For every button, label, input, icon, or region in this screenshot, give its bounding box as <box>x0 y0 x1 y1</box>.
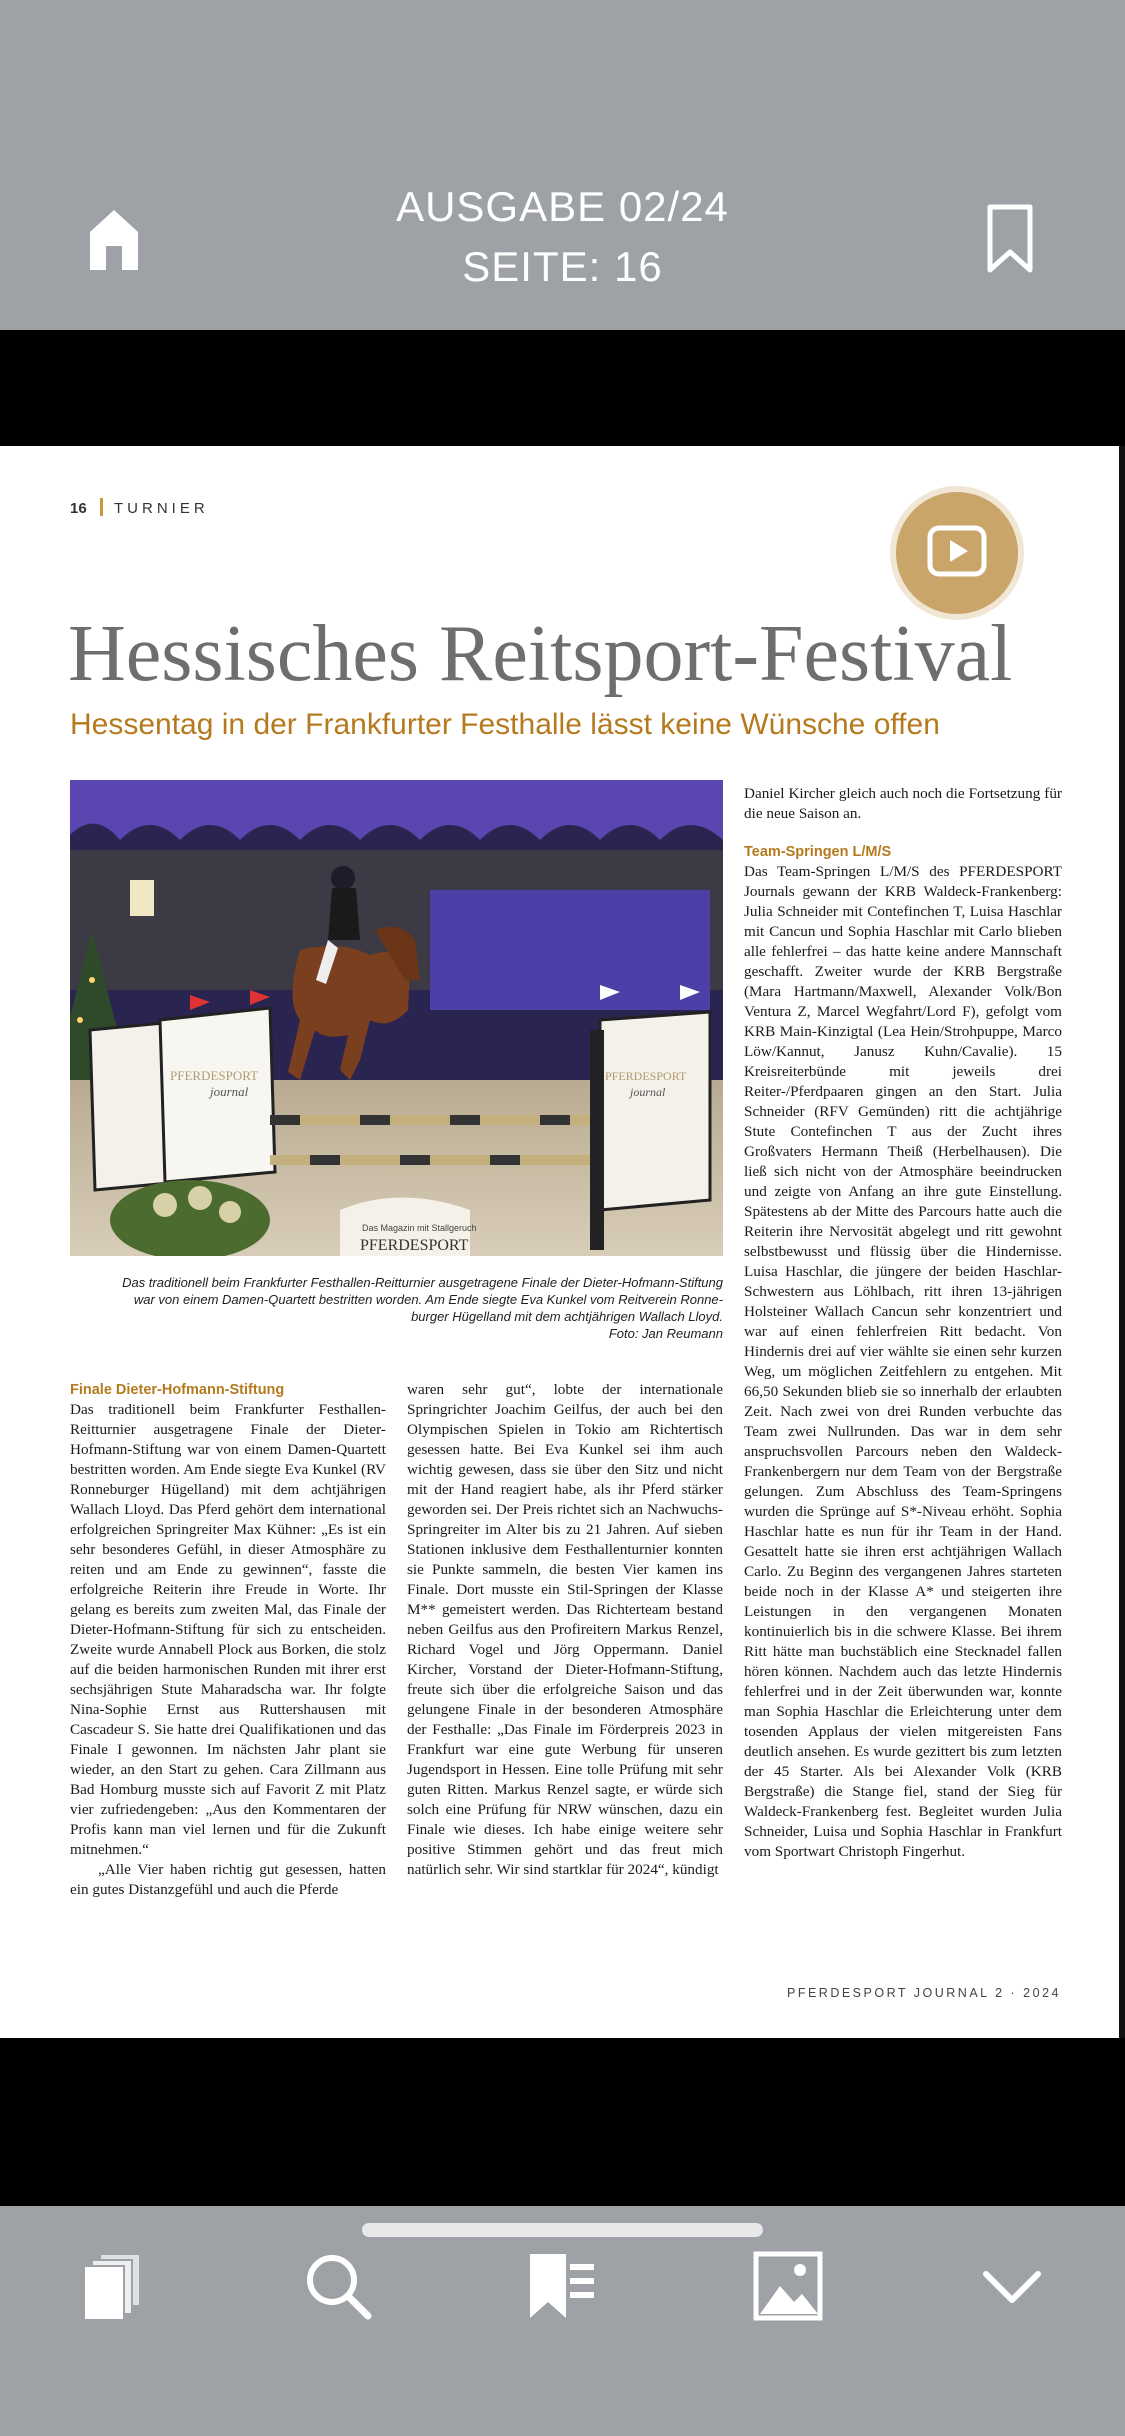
column-heading: Team-Springen L/M/S <box>744 844 892 860</box>
column-heading: Finale Dieter-Hofmann-Stiftung <box>70 1382 285 1398</box>
page-number: 16 <box>70 500 87 517</box>
bookmark-icon[interactable] <box>986 204 1034 274</box>
article-headline: Hessisches Reitsport-Festival <box>68 610 1013 698</box>
bottom-letterbox <box>0 2038 1125 2206</box>
caption-line: Das traditionell beim Frankfurter Festhallen-Reitturnier ausgetragene Finale der Dieter-Hofmann-Stiftung <box>122 1275 723 1290</box>
page-footer: PFERDESPORT JOURNAL 2 · 2024 <box>786 1986 1061 2000</box>
banner-text: journal <box>630 1085 666 1099</box>
section-label: TURNIER <box>114 500 209 517</box>
paragraph: Das traditionell beim Frankfurter Festhallen-Reitturnier ausgetragene Finale der Dieter-Hofmann-Stiftung war von einem Damen-Quartett bestritten worden. Am Ende siegte Eva Kunkel (RV Ronneburger Hügelland) mit dem achtjährigen Wallach Lloyd. Das Pferd gehört dem international erfolgreichen Springreiter Max Kühner: „Es ist ein sehr besonderes Gefühl, in dieser Atmosphäre zu reiten und am Ende zu gewinnen“, fasste die erfolgreiche Reiterin ihre Freude in Worte. Ihr gelang es bereits zum zweiten Mal, das Finale der Dieter-Hofmann-Stiftung für sich zu entscheiden. Zweite wurde Annabell Plock aus Borken, die stolz auf die beiden harmonischen Runden mit ihrer erst sechsjährigen Stute Maharadscha war. Ihr folgte Nina-Sophie Ernst aus Ruttershausen mit Cascadeur S. Sie hatte drei Qualifikationen und das Finale I gewonnen. Im nächsten Jahr plant sie wieder, an den Start zu gehen. Cara Zillmann aus Bad Homburg musste sich auf Favorit Z mit Platz vier zufriedengeben: „Aus den Kommentaren der Profis kann man viel lernen und für die Zukunft mitnehmen.“ <box>70 1401 386 1858</box>
banner-text: PFERDESPORT <box>605 1069 687 1083</box>
bottom-toolbar <box>0 2206 1125 2436</box>
bookmarks-list-icon[interactable] <box>526 2250 598 2322</box>
article-subheadline: Hessentag in der Frankfurter Festhalle lässt keine Wünsche offen <box>70 708 940 741</box>
paragraph: Das Team-Springen L/M/S des PFERDESPORT Journals gewann der KRB Waldeck-Frankenberg: Julia Schneider mit Contefinchen T, Luisa Haschlar mit Cancun und Sophia Haschlar mit Carlo blieben alle fehlerfrei – das hatte keine andere Mannschaft geschafft. Zweiter wurde der KRB Bergstraße (Mara Hartmann/Maxwell, Alexander Volk/Bon Ventura Z, Marcel Wegfahrt/Lord F), gefolgt vom KRB Main-Kinzigtal (Lea Hein/Strohpuppe, Marco Löw/Kannut, Janusz Kuhn/Cavalie). 15 Kreisreiterbünde mit jeweils drei Reiter-/Pferdpaaren gingen an den Start. Julia Schneider (RFV Gemünden) ritt die achtjährige Stute Contefinchen T aus der Zucht ihres Großvaters Hermann Theiß (Herbelhausen). Die ließ sich nicht von der Atmosphäre beeindrucken und zeigte von Anfang an ihre gute Einstellung. Spätestens ab der Mitte des Parcours hatte auch die Reiterin ihre Nervosität abgelegt und ritt gewohnt selbstbewusst und flüssig über die Hindernisse. Luisa Haschlar, die jüngere der beiden Haschlar-Schwestern aus Löhlbach, ritt ihren 13-jährigen Holsteiner Wallach Cancun sehr konzentriert und war auf einen fehlerfreien Ritt bedacht. Von Hindernis drei auf vier wählte sie einen sehr kurzen Weg, um möglichen Zeitfehlern zu entgehen. Mit 66,50 Sekunden blieb sie so innerhalb der erlaubten Zeit. Nach zwei von drei Runden verbuchte das Team zwei Nullrunden. Das war in dem sehr anspruchsvollen Parcours neben den Waldeck-Frankenbergern nur dem Team von der Bergstraße gelungen. Zum Abschluss des Team-Springens wurden die Sprünge auf S*-Niveau erhöht. Sophia Haschlar hatte es nun für ihr Team in der Hand. Gesattelt hatte sie ihren erst achtjährigen Wallach Carlo. Zu Beginn des vergangenen Jahres starteten beide noch in der Klasse A* und steigerten ihre Leistungen in den vergangenen Monaten kontinuierlich bis in die schwere Klasse. Bei ihrem Ritt hätte man buchstäblich eine Stecknadel fallen hören können. Nachdem auch das letzte Hindernis fehlerfrei und in der Zeit überwunden war, konnte man Sophia Haschlar die Erleichterung unter dem tosenden Applaus der vielen mitgereisten Fans deutlich ansehen. Es wurde gezittert bis zum letzten der 45 Starter. Als bei Alexander Volk (KRB Bergstraße) die Stange fiel, stand der Sieg für Waldeck-Frankenberg fest. Begleitet wurden Julia Schneider, Luisa und Sophia Haschlar in Frankfurt vom Sportwart Christoph Fingerhut. <box>744 863 1062 1860</box>
play-video-icon <box>896 492 1018 614</box>
caption-line: war von einem Damen-Quartett bestritten worden. Am Ende siegte Eva Kunkel vom Reitverein Ronne- <box>133 1292 723 1307</box>
play-video-button[interactable] <box>890 486 1024 620</box>
search-icon[interactable] <box>302 2250 374 2322</box>
photo-credit: Foto: Jan Reumann <box>608 1326 723 1341</box>
chevron-down-icon[interactable] <box>976 2250 1048 2322</box>
article-photo[interactable] <box>70 780 723 1256</box>
caption-line: burger Hügelland mit dem achtjährigen Wallach Lloyd. <box>411 1309 723 1324</box>
issue-title: AUSGABE 02/24 <box>396 183 729 230</box>
page-edge <box>1119 446 1125 2038</box>
pages-icon[interactable] <box>76 2250 148 2322</box>
banner-text: journal <box>210 1084 249 1099</box>
paragraph: waren sehr gut“, lobte der internationale Springrichter Joachim Geilfus, der auch bei den Olympischen Spielen in Tokio am Richtertisch gesessen hatte. Bei Eva Kunkel sei ihm auch wichtig gewesen, dass sie über den Sitz und nicht mit der Hand reagiert habe, als ihr Pferd stärker geworden sei. Der Preis richtet sich an Nachwuchs-Springreiter im Alter bis zu 21 Jahren. Auf sieben Stationen inklusive dem Festhallenturnier konnten sie Punkte sammeln, die besten Vier kamen ins Finale. Dort musste ein Stil-Springen der Klasse M** gemeistert werden. Das Richterteam bestand neben Geilfus aus den Profireitern Markus Renzel, Richard Vogel und Jörg Oppermann. Daniel Kircher, Vorstand der Dieter-Hofmann-Stiftung, freute sich über die erfolgreiche Saison und das gelungene Finale in der besonderen Atmosphäre der Festhalle: „Das Finale im Förderpreis 2023 in Frankfurt war eine gute Werbung für unseren Jugendsport in Hessen. Eine tolle Prüfung mit sehr guten Ritten. Markus Renzel sagte, er würde sich solch eine Prüfung für NRW wünschen, dazu ein Finale wie dieses. Ich habe einige weitere sehr positive Stimmen gehört und das freut mich natürlich sehr. Wir sind startklar für 2024“, kündigt <box>407 1381 723 1878</box>
banner-text: PFERDESPORT <box>360 1237 469 1254</box>
photo-caption <box>66 1274 723 1342</box>
banner-text: Das Magazin mit Stallgeruch <box>362 1223 477 1233</box>
top-letterbox <box>0 330 1125 446</box>
article-column-3 <box>744 784 1062 1916</box>
home-indicator[interactable] <box>362 2223 763 2237</box>
show-jumping-photo <box>70 780 723 1256</box>
magazine-page[interactable] <box>0 446 1125 2038</box>
top-toolbar <box>0 0 1125 330</box>
image-icon[interactable] <box>752 2250 824 2322</box>
page-indicator: SEITE: 16 <box>462 243 663 290</box>
header-divider <box>100 498 103 516</box>
article-column-1 <box>70 1380 386 1916</box>
banner-text: PFERDESPORT <box>170 1068 259 1083</box>
article-column-2 <box>407 1380 723 1916</box>
paragraph: „Alle Vier haben richtig gut gesessen, hatten ein gutes Distanzgefühl und auch die Pferde <box>70 1861 386 1898</box>
paragraph: Daniel Kircher gleich auch noch die Fortsetzung für die neue Saison an. <box>744 785 1062 822</box>
